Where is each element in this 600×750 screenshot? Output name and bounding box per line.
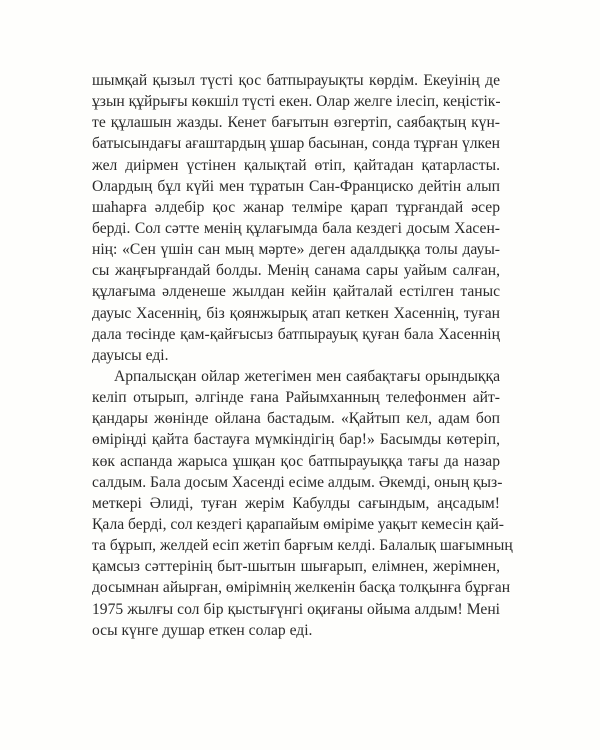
text-line: салдым. Бала досым Хасенді есіме алдым. Әкемді, оның қыз- bbox=[92, 473, 503, 491]
text-line: ұзын құйрығы көкшіл түсті екен. Олар желге ілесіп, кеңістік- bbox=[92, 93, 501, 111]
text-line: Қала берді, сол кездегі қарапайым өміріме уақыт кемесін қай- bbox=[92, 515, 504, 533]
text-line: те құлашын жазды. Кенет бағытын өзгертіп, саябақтың күн- bbox=[92, 114, 500, 132]
text-line: нің: «Сен үшін сан мың мәрте» деген адалдыққа толы дауы- bbox=[92, 241, 500, 259]
text-line: батысындағы ағаштардың ұшар басынан, сонда тұрған үлкен bbox=[92, 135, 500, 153]
text-line: сы жаңғырғандай болды. Менің санама сары уайым салған, bbox=[92, 262, 500, 280]
text-line: жел диірмен үстінен қалықтай өтіп, қайтадан қатарласты. bbox=[92, 156, 500, 174]
text-line: шымқай қызыл түсті қос батпырауықты көрдім. Екеуінің де bbox=[92, 72, 500, 89]
text-line: Арпалысқан ойлар жетегімен мен саябақтағы орындыққа bbox=[114, 367, 500, 385]
body-text bbox=[92, 70, 513, 641]
text-line: шаһарға әлдебір қос жанар телміре қарап тұрғандай әсер bbox=[92, 198, 500, 216]
paragraph-2 bbox=[92, 366, 513, 641]
text-line: 1975 жылғы сол бір қыстығүнгі оқиғаны ойыма алдым! Мені bbox=[92, 600, 500, 618]
text-line: келіп отырып, әлгінде ғана Райымханның телефонмен айт- bbox=[92, 389, 500, 407]
paragraph-1 bbox=[92, 70, 500, 366]
text-line: қандары жөнінде ойлана бастадым. «Қайтып кел, адам боп bbox=[92, 410, 500, 428]
text-line: өміріңді қайта бастауға мүмкіндігің бар!» Басымды көтеріп, bbox=[92, 431, 500, 449]
text-line: меткері Әлиді, туған жерім Кабулды сағындым, аңсадым! bbox=[92, 494, 500, 512]
text-line: осы күнге душар еткен солар еді. bbox=[92, 621, 313, 639]
text-line: досымнан айырған, өмірімнің желкенін басқа толқынға бұрған bbox=[92, 579, 511, 597]
text-line: дауыс Хасеннің, біз қоянжырық атап кеткен Хасеннің, туған bbox=[92, 304, 500, 322]
text-line: дауысы еді. bbox=[92, 346, 169, 364]
text-line: Олардың бұл күйі мен тұратын Сан-Франциско дейтін алып bbox=[92, 177, 500, 195]
text-line: көк аспанда жарыса ұшқан қос батпырауыққа тағы да назар bbox=[92, 452, 500, 470]
text-line: құлағыма әлденеше жылдан кейін қайталай естілген таныс bbox=[92, 283, 500, 301]
text-line: дала төсінде қам-қайғысыз батпырауық қуған бала Хасеннің bbox=[92, 325, 500, 343]
text-line: қамсыз сәттерінің быт-шытын шығарып, елімнен, жерімнен, bbox=[92, 558, 500, 576]
text-line: та бұрып, желдей есіп жетіп барғым келді. Балалық шағымның bbox=[92, 537, 513, 555]
text-line: берді. Сол сәтте менің құлағымда бала кездегі досым Хасен- bbox=[92, 219, 500, 237]
